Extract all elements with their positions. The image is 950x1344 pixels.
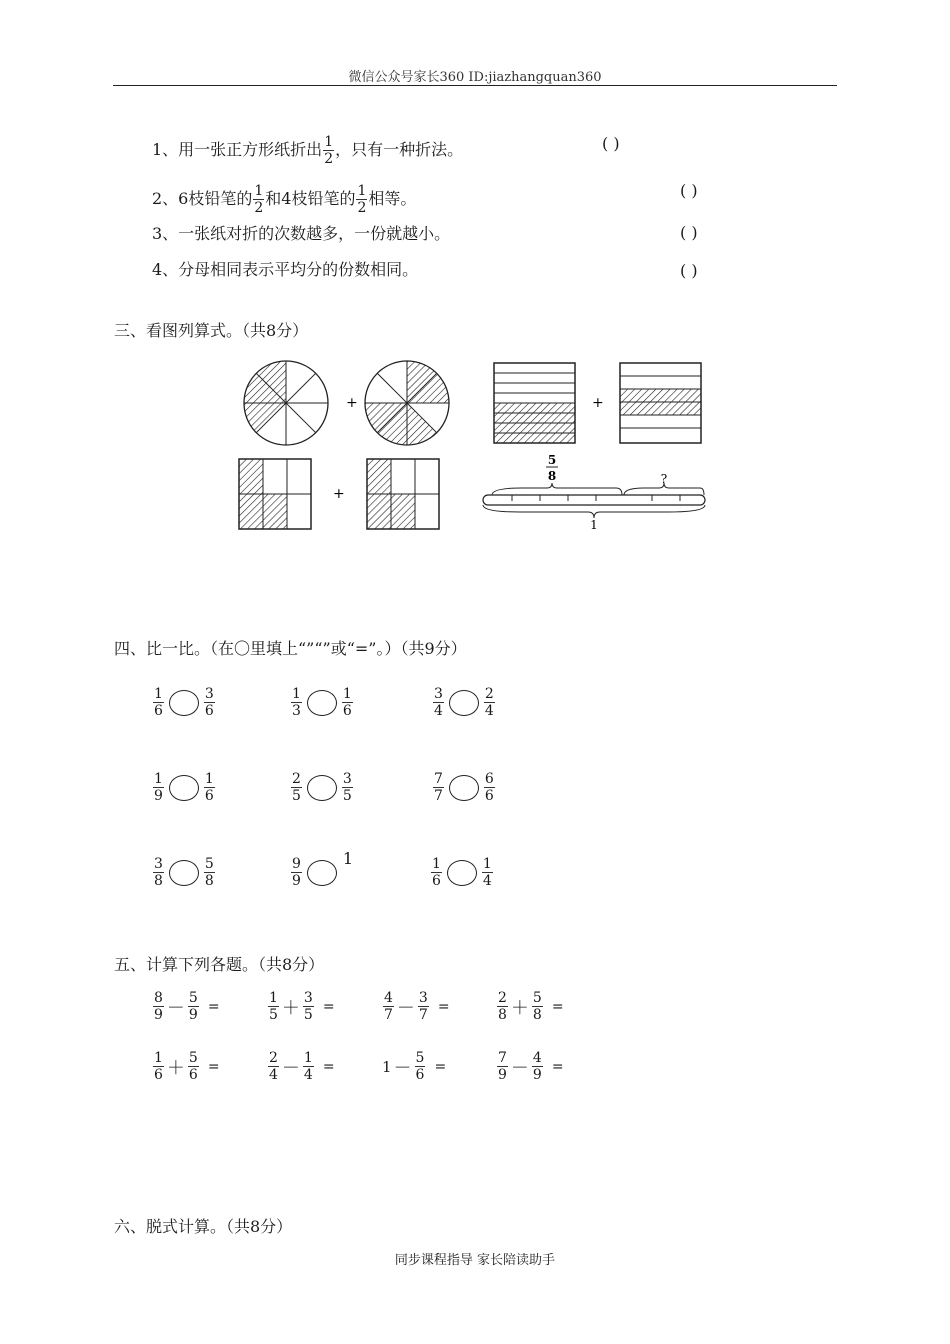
grid-figure-1 — [239, 459, 311, 529]
answer-circle[interactable] — [169, 860, 199, 886]
compare-item: $\frac{2}{5}$ $\frac{3}{5}$ — [292, 771, 352, 804]
compare-item: $\frac{7}{7}$ $\frac{6}{6}$ — [434, 771, 494, 804]
answer-circle[interactable] — [307, 860, 337, 886]
compare-item: $\frac{1}{6}$ $\frac{1}{4}$ — [432, 856, 492, 889]
judge-item-3: 3、一张纸对折的次数越多，一份就越小。 — [152, 224, 451, 243]
answer-circle[interactable] — [307, 690, 337, 716]
calc-item: $\frac{1}{5}$ ＋ $\frac{3}{5}$ = — [269, 990, 335, 1023]
answer-paren-4[interactable]: ( ) — [680, 261, 698, 280]
brace-number-line — [483, 453, 705, 532]
calc-item: $\frac{8}{9}$ － $\frac{5}{9}$ = — [154, 990, 220, 1023]
answer-circle[interactable] — [169, 775, 199, 801]
svg-text:?: ? — [660, 472, 668, 486]
section-5-title: 五、计算下列各题。（共8分） — [114, 955, 325, 974]
strip-figure-1 — [494, 363, 575, 443]
compare-item: $\frac{1}{3}$ $\frac{1}{6}$ — [292, 686, 352, 719]
calc-item: $\frac{7}{9}$ － $\frac{4}{9}$ = — [498, 1050, 564, 1083]
page-header: 微信公众号家长360 ID:jiazhangquan360 — [348, 70, 602, 85]
plus-sign: + — [333, 486, 345, 502]
section-3-title: 三、看图列算式。（共8分） — [114, 321, 309, 340]
answer-circle[interactable] — [307, 775, 337, 801]
circle-figure-2 — [365, 361, 449, 445]
answer-paren-3[interactable]: ( ) — [680, 223, 698, 242]
judge-item-4: 4、分母相同表示平均分的份数相同。 — [152, 260, 419, 279]
header-rule — [113, 85, 837, 86]
section-4-title: 四、比一比。（在〇里填上“”“”或“=”。）（共9分） — [114, 639, 467, 658]
grid-figure-2 — [367, 459, 439, 529]
section-6-title: 六、脱式计算。（共8分） — [114, 1217, 293, 1236]
plus-sign: + — [592, 395, 604, 411]
circle-figure-1 — [244, 361, 328, 445]
answer-paren-2[interactable]: ( ) — [680, 181, 698, 200]
compare-item: $\frac{9}{9}$ 1 — [292, 849, 354, 889]
calc-item: $\frac{4}{7}$ － $\frac{3}{7}$ = — [384, 990, 450, 1023]
judge-item-2: 2、6枝铅笔的 $\frac{1}{2}$ 和4枝铅笔的 $\frac{1}{2}$ 相等。 — [152, 183, 417, 216]
calc-item: $\frac{1}{6}$ ＋ $\frac{5}{6}$ = — [154, 1050, 220, 1083]
answer-circle[interactable] — [449, 690, 479, 716]
calc-item: 1 － $\frac{5}{6}$ = — [382, 1050, 447, 1083]
compare-item: $\frac{3}{4}$ $\frac{2}{4}$ — [434, 686, 494, 719]
answer-paren-1[interactable]: ( ) — [602, 134, 620, 153]
fraction: $\frac{1}{2}$ — [254, 183, 264, 216]
fraction-figures — [230, 355, 730, 545]
fraction: $\frac{1}{2}$ — [324, 134, 334, 167]
compare-item: $\frac{3}{8}$ $\frac{5}{8}$ — [154, 856, 214, 889]
page-footer: 同步课程指导 家长陪读助手 — [394, 1253, 556, 1268]
compare-item: $\frac{1}{9}$ $\frac{1}{6}$ — [154, 771, 214, 804]
answer-circle[interactable] — [449, 775, 479, 801]
compare-item: $\frac{1}{6}$ $\frac{3}{6}$ — [154, 686, 214, 719]
svg-text:8: 8 — [547, 469, 557, 483]
svg-text:1: 1 — [590, 518, 598, 532]
judge-item-1: 1、用一张正方形纸折出 $\frac{1}{2}$ ，只有一种折法。 — [152, 134, 464, 167]
svg-text:5: 5 — [547, 453, 557, 467]
plus-sign: + — [346, 395, 358, 411]
strip-figure-2 — [620, 363, 701, 443]
calc-item: $\frac{2}{8}$ ＋ $\frac{5}{8}$ = — [498, 990, 564, 1023]
answer-circle[interactable] — [169, 690, 199, 716]
fraction: $\frac{1}{2}$ — [357, 183, 367, 216]
answer-circle[interactable] — [447, 860, 477, 886]
calc-item: $\frac{2}{4}$ － $\frac{1}{4}$ = — [269, 1050, 335, 1083]
